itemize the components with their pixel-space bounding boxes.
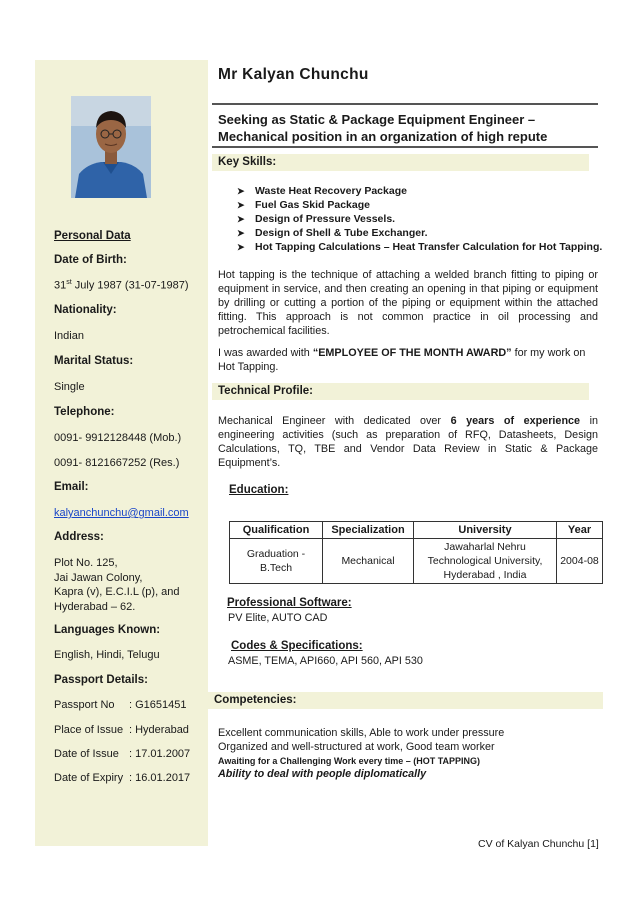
dob-value: 31st July 1987 (31-07-1987) [54, 279, 189, 292]
date-of-expiry-label: Date of Expiry [54, 772, 124, 784]
list-item: ➤ Waste Heat Recovery Package [237, 185, 407, 197]
key-skills-heading: Key Skills: [212, 154, 589, 171]
technical-profile-heading: Technical Profile: [212, 383, 589, 400]
table-cell: 2004-08 [557, 539, 603, 584]
date-of-expiry-value: : 16.01.2017 [129, 772, 191, 784]
column-header: Specialization [323, 522, 414, 539]
date-of-issue-value: : 17.01.2007 [129, 748, 191, 760]
competency-item: Awaiting for a Challenging Work every time – (HOT TAPPING) [218, 756, 481, 766]
personal-data-heading: Personal Data [54, 230, 131, 242]
arrow-bullet-icon: ➤ [237, 214, 245, 224]
candidate-name: Mr Kalyan Chunchu [218, 66, 369, 83]
column-header: University [414, 522, 557, 539]
place-of-issue-value: : Hyderabad [129, 724, 189, 736]
phone-residence: 0091- 8121667252 (Res.) [54, 457, 180, 469]
passport-label: Passport Details: [54, 674, 148, 686]
marital-status-label: Marital Status: [54, 355, 134, 367]
list-item: ➤ Design of Pressure Vessels. [237, 213, 396, 225]
skills-list [237, 184, 602, 254]
nationality-value: Indian [54, 330, 84, 342]
competency-item: Ability to deal with people diplomatically [218, 768, 427, 780]
page-footer: CV of Kalyan Chunchu [1] [478, 838, 599, 850]
arrow-bullet-icon: ➤ [237, 200, 245, 210]
table-header-row [230, 522, 603, 539]
list-item: ➤ Design of Shell & Tube Exchanger. [237, 227, 428, 239]
address-value [54, 556, 204, 614]
technical-profile-paragraph: Mechanical Engineer with dedicated over 6 years of experience in engineering activities (such as preparation of RFQ, Datasheets, Design Calculations, TQ, TBE and Vendor Data Review in Static & Package Equipment’s. [218, 415, 598, 469]
hot-tapping-paragraph: Hot tapping is the technique of attaching a welded branch fitting to piping or equipment in service, and then creating an opening in that piping or equipment by drilling or cutting a portion of the piping or equipment within the attached fitting. This approach is not common practice in oil processing and petrochemical facilities. [218, 269, 598, 337]
table-cell: Graduation - B.Tech [230, 539, 323, 584]
divider-top [212, 103, 598, 105]
arrow-bullet-icon: ➤ [237, 228, 245, 238]
telephone-label: Telephone: [54, 406, 115, 418]
passport-no-label: Passport No [54, 699, 115, 711]
address-line: Hyderabad – 62. [54, 600, 136, 613]
nationality-label: Nationality: [54, 304, 117, 316]
languages-label: Languages Known: [54, 624, 161, 636]
competencies-heading: Competencies: [208, 692, 603, 709]
profile-photo [71, 96, 151, 198]
place-of-issue-label: Place of Issue [54, 724, 124, 736]
software-value: PV Elite, AUTO CAD [228, 612, 328, 624]
education-heading: Education: [229, 484, 289, 496]
codes-heading: Codes & Specifications: [231, 640, 363, 652]
divider-bottom [212, 146, 598, 148]
phone-mobile: 0091- 9912128448 (Mob.) [54, 432, 182, 444]
software-heading: Professional Software: [227, 597, 352, 609]
arrow-bullet-icon: ➤ [237, 242, 245, 252]
arrow-bullet-icon: ➤ [237, 186, 245, 196]
award-paragraph: I was awarded with “EMPLOYEE OF THE MONTH AWARD” for my work on Hot Tapping. [218, 347, 586, 373]
codes-value: ASME, TEMA, API660, API 560, API 530 [228, 655, 423, 667]
table-row [230, 539, 603, 584]
list-item: ➤ Hot Tapping Calculations – Heat Transfer Calculation for Hot Tapping. [237, 241, 603, 253]
address-line: Plot No. 125, [54, 557, 118, 569]
passport-no-value: : G1651451 [129, 699, 187, 711]
table-cell: Mechanical [323, 539, 414, 584]
table-cell: Jawaharlal Nehru Technological University, Hyderabad , India [414, 539, 557, 584]
address-line: Kapra (v), E.C.I.L (p), and [54, 586, 180, 598]
competency-item: Organized and well-structured at work, Good team worker [218, 741, 495, 753]
address-line: Jai Jawan Colony, [54, 571, 143, 584]
marital-status-value: Single [54, 381, 85, 393]
competency-item: Excellent communication skills, Able to work under pressure [218, 727, 505, 739]
dob-label: Date of Birth: [54, 254, 127, 266]
email-link[interactable]: kalyanchunchu@gmail.com [54, 507, 189, 519]
address-label: Address: [54, 531, 104, 543]
objective-statement: Seeking as Static & Package Equipment Engineer – Mechanical position in an organization of high repute [218, 112, 548, 144]
education-table [229, 521, 603, 584]
languages-value: English, Hindi, Telugu [54, 649, 160, 661]
column-header: Qualification [230, 522, 323, 539]
date-of-issue-label: Date of Issue [54, 748, 119, 760]
email-label: Email: [54, 481, 89, 493]
column-header: Year [557, 522, 603, 539]
list-item: ➤ Fuel Gas Skid Package [237, 199, 370, 211]
